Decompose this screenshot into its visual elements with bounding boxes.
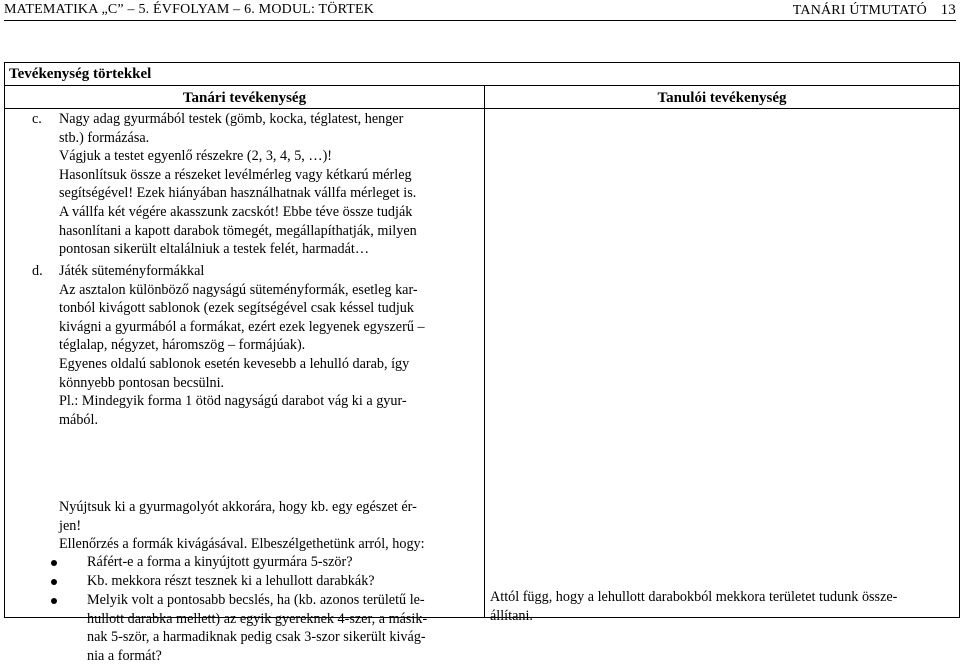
student-answer-line: állítani.	[490, 607, 533, 624]
question-line: Kb. mekkora részt tesznek ki a lehullott darabkák?	[87, 573, 375, 589]
section-c-line: A vállfa két végére akasszunk zacskót! Ebbe téve össze tudják	[59, 203, 413, 220]
page-header	[4, 0, 956, 18]
section-c-line: stb.) formázása.	[59, 129, 150, 146]
teacher-column-header	[5, 86, 485, 109]
section-d-line: Pl.: Mindegyik forma 1 ötöd nagyságú darabot vág ki a gyur-	[59, 393, 407, 410]
student-answer-line: Attól függ, hogy a lehullott darabokból mekkora területet tudunk össze-	[490, 589, 898, 605]
section-d-text	[59, 262, 484, 429]
question-item	[87, 591, 482, 665]
section-c-line: Vágjuk a testet egyenlő részekre (2, 3, 4, 5, …)!	[59, 148, 333, 165]
section-c-text	[59, 110, 484, 259]
section-c-line: Nagy adag gyurmából testek (gömb, kocka, téglatest, henger	[59, 111, 404, 127]
section-c-line: segítségével! Ezek hiányában használhatnak vállfa mérleget is.	[59, 185, 417, 202]
section-d-line: könnyebb pontosan becsülni.	[59, 374, 225, 391]
section-d-text-2	[59, 498, 484, 554]
section-d-line: Egyenes oldalú sablonok esetén kevesebb a lehulló darab, így	[59, 355, 410, 372]
bullet-dot	[51, 598, 57, 604]
section-d-label: d.	[32, 263, 43, 279]
question-line: nia a formát?	[87, 647, 162, 664]
table-title: Tevékenység törtekkel	[9, 66, 152, 82]
question-line: hullott darabka mellett) az egyik gyereknek 4-szer, a másik-	[87, 610, 428, 627]
question-line: Ráfért-e a forma a kinyújtott gyurmára 5-ször?	[87, 554, 353, 570]
section-d-line: Ellenőrzés a formák kivágásával. Elbeszélgethetünk arról, hogy:	[59, 536, 425, 553]
section-c-line: Hasonlítsuk össze a részeket levélmérleg vagy kétkarú mérleg	[59, 166, 412, 183]
section-d-line: kivágni a gyurmából a formákat, ezért ezek legyenek egyszerű –	[59, 318, 425, 335]
section-c-line: hasonlítani a kapott darabok tömegét, megállapíthatják, milyen	[59, 222, 417, 239]
student-column-header	[485, 86, 960, 109]
bullet-dot	[51, 560, 57, 566]
section-d-line: mából.	[59, 411, 99, 428]
section-c-label: c.	[32, 111, 42, 127]
page-number: 13	[940, 2, 956, 18]
question-item	[87, 572, 482, 591]
student-answer	[490, 588, 955, 625]
section-d-line: Az asztalon különböző nagyságú süteményformák, esetleg kar-	[59, 281, 418, 298]
header-right	[793, 2, 956, 19]
question-item	[87, 553, 482, 572]
table-title-cell	[5, 63, 960, 86]
header-module-title: MATEMATIKA „C” – 5. ÉVFOLYAM – 6. MODUL: TÖRTEK	[4, 2, 375, 17]
header-divider	[4, 20, 956, 21]
section-d-heading: Játék süteményformákkal	[59, 263, 205, 279]
activity-table	[4, 62, 960, 664]
teacher-activity-cell	[5, 109, 485, 664]
header-guide-label: TANÁRI ÚTMUTATÓ	[792, 3, 927, 18]
section-d-line: tonból kivágott sablonok (ezek segítségével csak késsel tudjuk	[59, 300, 414, 317]
bullet-dot	[51, 579, 57, 585]
question-line: nak 5-ször, a harmadiknak pedig csak 3-szor sikerült kivág-	[87, 629, 426, 646]
section-d-line: jen!	[59, 517, 82, 534]
question-line: Melyik volt a pontosabb becslés, ha (kb. azonos területű le-	[87, 592, 425, 608]
section-d-line: téglalap, négyzet, háromszög – formájúak).	[59, 337, 306, 354]
teacher-column-label: Tanári tevékenység	[182, 90, 307, 106]
student-activity-cell	[485, 109, 960, 624]
section-d-line: Nyújtsuk ki a gyurmagolyót akkorára, hogy kb. egy egészet ér-	[59, 499, 417, 515]
student-column-label: Tanulói tevékenység	[657, 90, 787, 106]
section-c-line: pontosan sikerült eltalálniuk a testek felét, harmadát…	[59, 241, 370, 258]
